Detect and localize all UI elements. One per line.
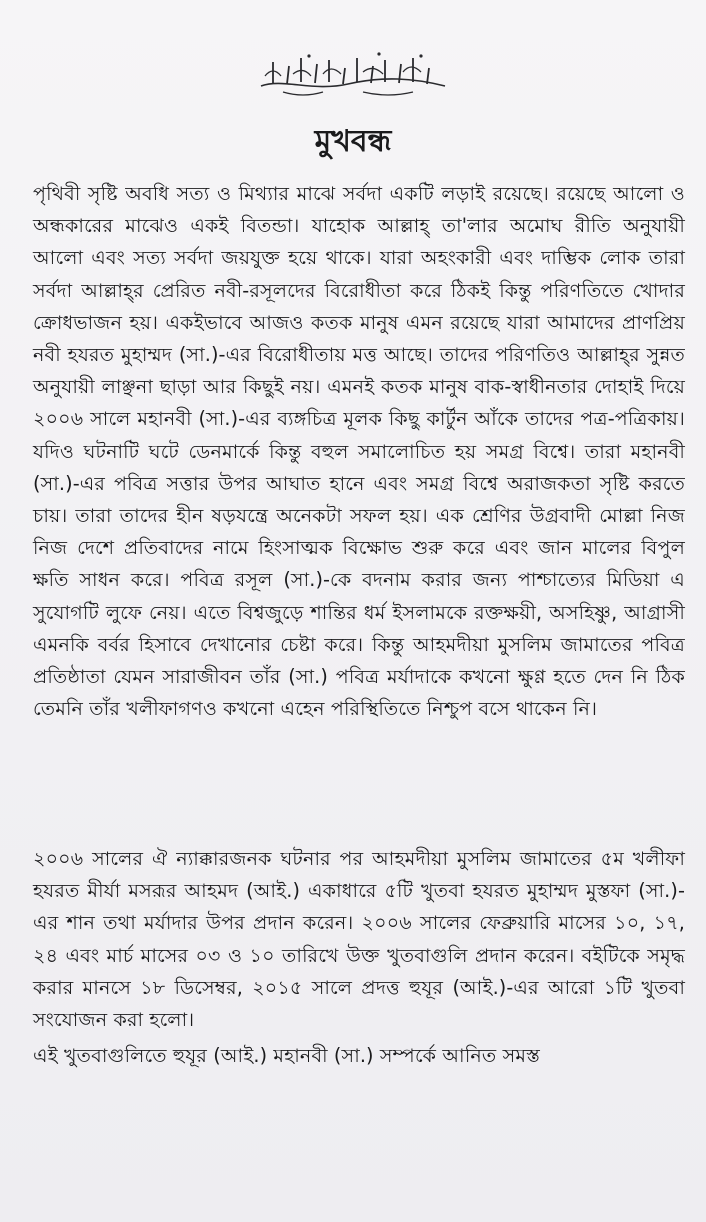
paragraph-1: পৃথিবী সৃষ্টি অবধি সত্য ও মিথ্যার মাঝে সর্বদা একটি লড়াই রয়েছে। রয়েছে আলো ও অন্ধকারের মাঝেও একই বিতন্ডা। যাহোক আল্লাহ্ তা'লার অমোঘ রীতি অনুযায়ী আলো এবং সত্য সর্বদা জয়যুক্ত হয়ে থাকে। যারা অহংকারী এবং দাম্ভিক লোক তারা সর্বদা আল্লাহ্‌র প্রেরিত নবী-রসূলদের বিরোধীতা করে ঠিকই কিন্তু পরিণতিতে খোদার ক্রোধভাজন হয়। একইভাবে আজও কতক মানুষ এমন রয়েছে যারা আমাদের প্রাণপ্রিয় নবী হযরত মুহাম্মদ (সা.)-এর বিরোধীতায় মত্ত আছে। তাদের পরিণতিও আল্লাহ্‌র সুন্নত অনুযায়ী লাঞ্ছনা ছাড়া আর কিছুই নয়। এমনই কতক মানুষ বাক-স্বাধীনতার দোহাই দিয়ে ২০০৬ সালে মহানবী (সা.)-এর ব্যঙ্গচিত্র মূলক কিছু কার্টুন আঁকে তাদের পত্র-পত্রিকায়। যদিও ঘটনাটি ঘটে ডেনমার্কে কিন্তু বহুল সমালোচিত হয় সমগ্র বিশ্বে। তারা মহানবী (সা.)-এর পবিত্র সত্তার উপর আঘাত হানে এবং সমগ্র বিশ্বে অরাজকতা সৃষ্টি করতে চায়। তারা তাদের হীন ষড়যন্ত্রে অনেকটা সফল হয়। এক শ্রেণির উগ্রবাদী মোল্লা নিজ নিজ দেশে প্রতিবাদের নামে হিংসাত্মক বিক্ষোভ শুরু করে এবং জান মালের বিপুল ক্ষতি সাধন করে। পবিত্র রসূল (সা.)-কে বদনাম করার জন্য পাশ্চাত্যের মিডিয়া এ সুযোগটি লুফে নেয়। এতে বিশ্বজুড়ে শান্তির ধর্ম ইসলামকে রক্তক্ষয়ী, অসহিষ্ণু, আগ্রাসী এমনকি বর্বর হিসাবে দেখানোর চেষ্টা করে। কিন্তু আহমদীয়া মুসলিম জামাতের পবিত্র প্রতিষ্ঠাতা যেমন সারাজীবন তাঁর (সা.) পবিত্র মর্যাদাকে কখনো ক্ষুণ্ণ হতে দেন নি ঠিক তেমনি তাঁর খলীফাগণও কখনো এহেন পরিস্থিতিতে নিশ্চুপ বসে থাকেন নি।	[33, 182, 685, 721]
page-title: মুখবন্ধ	[314, 124, 392, 159]
paragraph-3: এই খুতবাগুলিতে হুযূর (আই.) মহানবী (সা.) সম্পর্কে আনিত সমস্ত	[33, 1044, 541, 1067]
bismillah-calligraphy	[253, 48, 453, 98]
paragraph-2: ২০০৬ সালের ঐ ন্যাক্কারজনক ঘটনার পর আহমদীয়া মুসলিম জামাতের ৫ম খলীফা হযরত মীর্যা মসরূর আহমদ (আই.) একাধারে ৫টি খুতবা হযরত মুহাম্মদ মুস্তফা (সা.)-এর শান তথা মর্যাদার উপর প্রদান করেন। ২০০৬ সালের ফেব্রুয়ারি মাসের ১০, ১৭, ২৪ এবং মার্চ মাসের ০৩ ও ১০ তারিখে উক্ত খুতবাগুলি প্রদান করেন। বইটিকে সমৃদ্ধ করার মানসে ১৮ ডিসেম্বর, ২০১৫ সালে প্রদত্ত হুযূর (আই.)-এর আরো ১টি খুতবা সংযোজন করা হলো।	[33, 847, 685, 1032]
